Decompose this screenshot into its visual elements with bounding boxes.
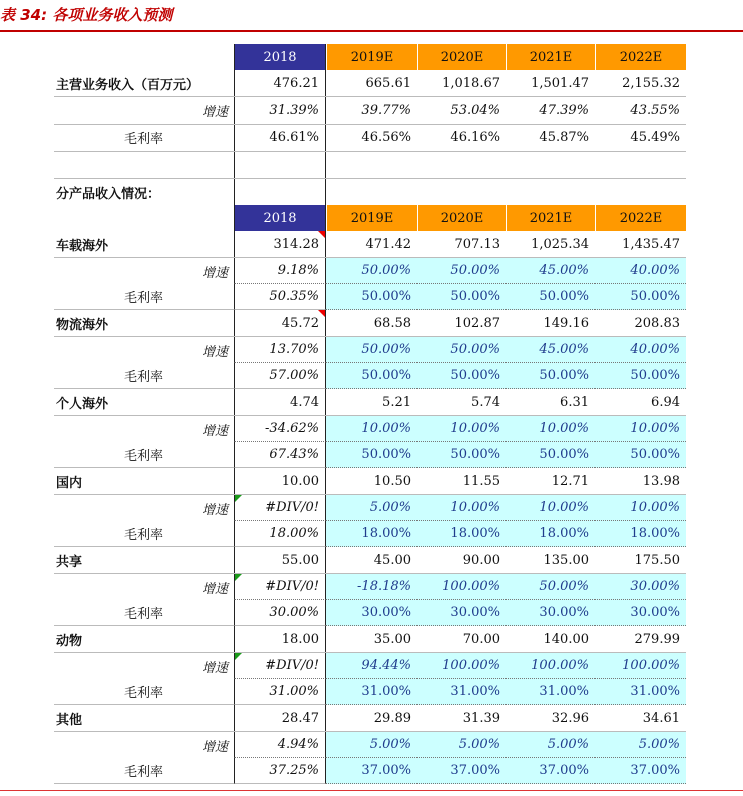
value-cell: 10.50 [373, 473, 411, 489]
value-cell: 11.55 [462, 473, 500, 489]
value-cell: 1,501.47 [531, 75, 589, 91]
value-cell: 46.16% [450, 130, 500, 146]
value-cell: 6.94 [651, 394, 680, 410]
value-cell: 45.49% [630, 130, 680, 146]
product-revenue-row [54, 547, 686, 574]
value-cell: 46.61% [234, 125, 326, 151]
value-cell: 5.00% [506, 732, 595, 758]
year-header: 2022E [595, 44, 686, 70]
blank-cell [234, 152, 326, 178]
value-cell: 50.00% [595, 442, 686, 468]
blank-cell [54, 152, 234, 178]
value-cell: 5.00% [595, 732, 686, 758]
value-cell: 10.00% [417, 416, 506, 442]
row-label: 增速 [201, 739, 228, 755]
row-label: 毛利率 [54, 363, 234, 389]
value-cell: #DIV/0! [234, 653, 326, 679]
value-cell: 37.00% [595, 758, 686, 784]
product-name: 动物 [56, 633, 83, 649]
value-cell: 149.16 [543, 315, 589, 331]
product-revenue-row [54, 231, 686, 258]
header-row [54, 44, 686, 70]
value-cell: 140.00 [543, 631, 589, 647]
value-cell: 94.44% [326, 653, 417, 679]
value-cell: #DIV/0! [234, 495, 326, 521]
product-margin-row [54, 679, 686, 705]
value-cell: 4.94% [234, 732, 326, 758]
value-cell: 30.00% [595, 600, 686, 626]
product-margin-row [54, 284, 686, 310]
value-cell: 53.04% [450, 102, 500, 118]
value-cell: 665.61 [365, 75, 411, 91]
value-cell: 10.00% [595, 495, 686, 521]
product-margin-row [54, 363, 686, 389]
value-cell: 28.47 [234, 705, 326, 731]
value-cell: 476.21 [234, 70, 326, 96]
value-cell: 5.21 [382, 394, 411, 410]
blank-cell [234, 179, 326, 205]
spacer-row [54, 152, 686, 179]
value-cell: 100.00% [417, 653, 506, 679]
row-label: 增速 [201, 660, 228, 676]
bottom-rule [0, 790, 743, 791]
value-cell: 37.25% [234, 758, 326, 784]
value-cell: 50.35% [234, 284, 326, 310]
value-cell: 45.00% [506, 337, 595, 363]
product-name: 车载海外 [56, 238, 109, 254]
value-cell: -18.18% [326, 574, 417, 600]
value-cell: 5.74 [471, 394, 500, 410]
value-cell: 34.61 [642, 710, 680, 726]
summary-margin-row [54, 125, 686, 152]
value-cell: 50.00% [326, 442, 417, 468]
value-cell: 314.28 [234, 231, 326, 257]
value-cell: 45.00 [373, 552, 411, 568]
value-cell: 50.00% [326, 337, 417, 363]
row-label: 毛利率 [124, 132, 164, 148]
product-name: 共享 [56, 554, 83, 570]
header-blank [54, 44, 234, 70]
value-cell: 279.99 [634, 631, 680, 647]
row-label: 毛利率 [54, 442, 234, 468]
value-cell: 31.00% [506, 679, 595, 705]
value-cell: 12.71 [551, 473, 589, 489]
product-name: 个人海外 [56, 396, 109, 412]
value-cell: 45.72 [234, 310, 326, 336]
year-header: 2018 [234, 44, 326, 70]
section-row [54, 179, 686, 205]
value-cell: 1,018.67 [442, 75, 500, 91]
product-revenue-row [54, 468, 686, 495]
value-cell: 175.50 [634, 552, 680, 568]
value-cell: 45.87% [539, 130, 589, 146]
revenue-table [54, 44, 686, 784]
product-growth-row [54, 732, 686, 758]
value-cell: 100.00% [417, 574, 506, 600]
value-cell: 50.00% [326, 284, 417, 310]
year-header: 2022E [595, 205, 686, 231]
value-cell: 50.00% [506, 574, 595, 600]
value-cell: 30.00% [234, 600, 326, 626]
value-cell: 471.42 [365, 236, 411, 252]
table-title: 表 34: 各项业务收入预测 [0, 6, 173, 24]
value-cell: 10.00% [506, 416, 595, 442]
title-rule [0, 30, 743, 32]
row-label: 毛利率 [54, 521, 234, 547]
value-cell: 13.98 [642, 473, 680, 489]
value-cell: 29.89 [373, 710, 411, 726]
value-cell: 47.39% [539, 102, 589, 118]
value-cell: 18.00 [234, 626, 326, 652]
product-growth-row [54, 416, 686, 442]
value-cell: 50.00% [506, 284, 595, 310]
value-cell: 30.00% [595, 574, 686, 600]
product-growth-row [54, 337, 686, 363]
product-revenue-row [54, 626, 686, 653]
section-label: 分产品收入情况： [56, 186, 161, 202]
year-header: 2019E [326, 205, 417, 231]
row-label: 增速 [201, 423, 228, 439]
value-cell: 100.00% [595, 653, 686, 679]
value-cell: 2,155.32 [622, 75, 680, 91]
product-rows [54, 231, 686, 784]
product-revenue-row [54, 310, 686, 337]
row-label: 增速 [201, 344, 228, 360]
value-cell: 43.55% [630, 102, 680, 118]
year-header: 2021E [506, 44, 595, 70]
row-label: 毛利率 [54, 600, 234, 626]
value-cell: 18.00% [417, 521, 506, 547]
value-cell: 40.00% [595, 337, 686, 363]
value-cell: 50.00% [417, 442, 506, 468]
product-margin-row [54, 521, 686, 547]
value-cell: 31.39% [234, 97, 326, 123]
summary-growth-row [54, 97, 686, 124]
value-cell: 31.00% [595, 679, 686, 705]
row-label: 增速 [201, 265, 228, 281]
product-growth-row [54, 574, 686, 600]
product-margin-row [54, 600, 686, 626]
value-cell: 9.18% [234, 258, 326, 284]
value-cell: 18.00% [234, 521, 326, 547]
value-cell: 18.00% [326, 521, 417, 547]
value-cell: 40.00% [595, 258, 686, 284]
value-cell: 68.58 [373, 315, 411, 331]
value-cell: 31.00% [417, 679, 506, 705]
value-cell: 5.00% [326, 732, 417, 758]
product-revenue-row [54, 389, 686, 416]
value-cell: 37.00% [417, 758, 506, 784]
year-header: 2021E [506, 205, 595, 231]
value-cell: 37.00% [506, 758, 595, 784]
value-cell: 1,025.34 [531, 236, 589, 252]
header-row-products [54, 205, 686, 231]
value-cell: 102.87 [454, 315, 500, 331]
value-cell: 5.00% [417, 732, 506, 758]
value-cell: #DIV/0! [234, 574, 326, 600]
value-cell: 18.00% [506, 521, 595, 547]
value-cell: 50.00% [506, 363, 595, 389]
value-cell: 70.00 [462, 631, 500, 647]
product-growth-row [54, 653, 686, 679]
value-cell: 55.00 [234, 547, 326, 573]
value-cell: 50.00% [417, 258, 506, 284]
year-header: 2020E [417, 44, 506, 70]
value-cell: 10.00% [595, 416, 686, 442]
summary-revenue-row [54, 70, 686, 97]
value-cell: 5.00% [326, 495, 417, 521]
row-label: 增速 [201, 104, 228, 120]
value-cell: 50.00% [326, 363, 417, 389]
row-label: 毛利率 [54, 284, 234, 310]
value-cell: 30.00% [417, 600, 506, 626]
value-cell: 50.00% [326, 258, 417, 284]
product-margin-row [54, 758, 686, 784]
product-name: 物流海外 [56, 317, 109, 333]
value-cell: 50.00% [595, 363, 686, 389]
value-cell: 30.00% [326, 600, 417, 626]
row-label: 主营业务收入（百万元） [56, 77, 200, 93]
row-label: 增速 [201, 502, 228, 518]
value-cell: 50.00% [417, 363, 506, 389]
value-cell: -34.62% [234, 416, 326, 442]
value-cell: 30.00% [506, 600, 595, 626]
product-growth-row [54, 495, 686, 521]
value-cell: 50.00% [417, 337, 506, 363]
value-cell: 4.74 [234, 389, 326, 415]
value-cell: 208.83 [634, 315, 680, 331]
year-header: 2018 [234, 205, 326, 231]
value-cell: 50.00% [595, 284, 686, 310]
product-name: 其他 [56, 712, 83, 728]
value-cell: 35.00 [373, 631, 411, 647]
value-cell: 90.00 [462, 552, 500, 568]
value-cell: 707.13 [454, 236, 500, 252]
value-cell: 31.39 [462, 710, 500, 726]
value-cell: 50.00% [417, 284, 506, 310]
product-growth-row [54, 258, 686, 284]
value-cell: 10.00% [506, 495, 595, 521]
value-cell: 46.56% [361, 130, 411, 146]
value-cell: 13.70% [234, 337, 326, 363]
product-margin-row [54, 442, 686, 468]
value-cell: 6.31 [560, 394, 589, 410]
value-cell: 50.00% [506, 442, 595, 468]
value-cell: 67.43% [234, 442, 326, 468]
year-header: 2019E [326, 44, 417, 70]
header-blank [54, 205, 234, 231]
product-revenue-row [54, 705, 686, 732]
value-cell: 39.77% [361, 102, 411, 118]
year-header: 2020E [417, 205, 506, 231]
row-label: 增速 [201, 581, 228, 597]
value-cell: 10.00% [326, 416, 417, 442]
row-label: 毛利率 [54, 758, 234, 784]
product-name: 国内 [56, 475, 83, 491]
value-cell: 37.00% [326, 758, 417, 784]
value-cell: 10.00% [417, 495, 506, 521]
value-cell: 100.00% [506, 653, 595, 679]
value-cell: 31.00% [234, 679, 326, 705]
value-cell: 57.00% [234, 363, 326, 389]
value-cell: 32.96 [551, 710, 589, 726]
value-cell: 18.00% [595, 521, 686, 547]
value-cell: 45.00% [506, 258, 595, 284]
value-cell: 135.00 [543, 552, 589, 568]
value-cell: 31.00% [326, 679, 417, 705]
value-cell: 1,435.47 [622, 236, 680, 252]
value-cell: 10.00 [234, 468, 326, 494]
row-label: 毛利率 [54, 679, 234, 705]
